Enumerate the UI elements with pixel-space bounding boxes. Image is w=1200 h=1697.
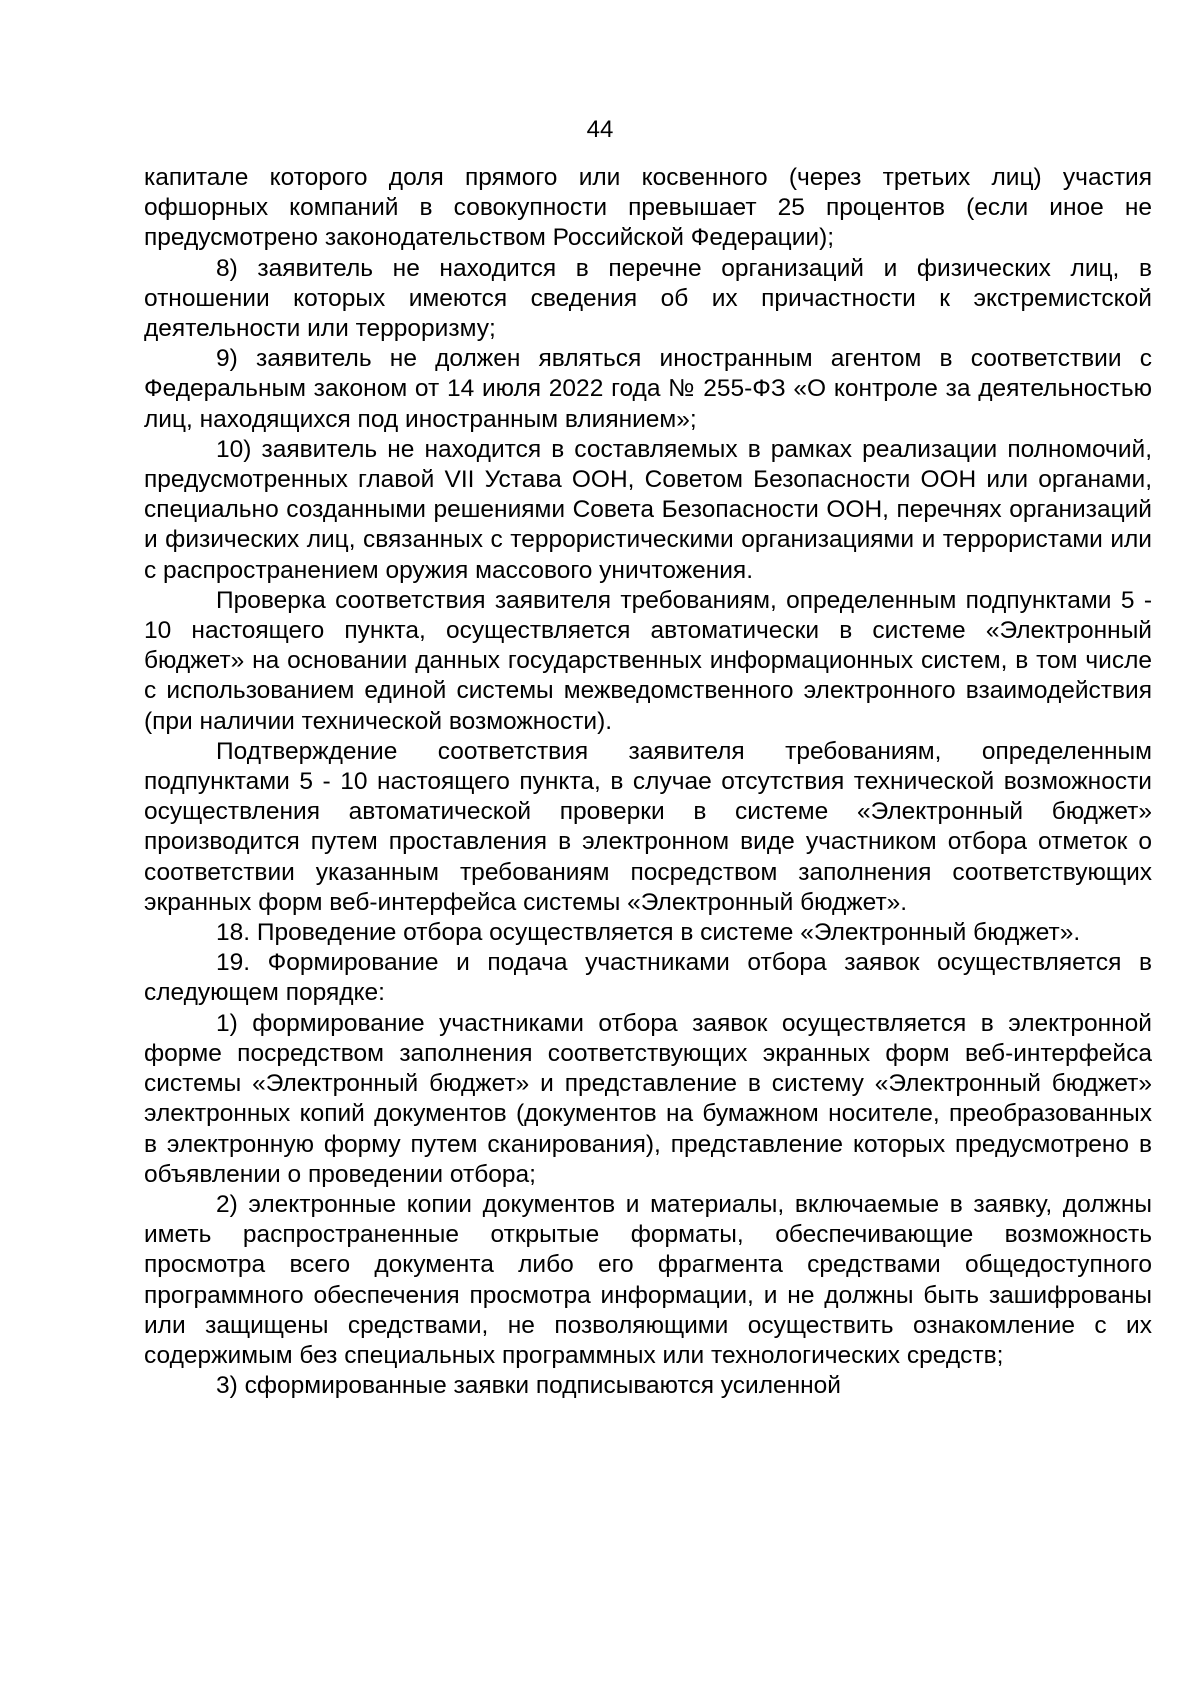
page-number: 44: [586, 116, 614, 143]
paragraph: капитале которого доля прямого или косвенного (через третьих лиц) участия офшорных компаний в совокупности превышает 25 процентов (если иное не предусмотрено законодательством Российской Федерации);: [144, 164, 1152, 252]
paragraph: 19. Формирование и подача участниками отбора заявок осуществляется в следующем порядке:: [144, 949, 1152, 1007]
paragraph: 2) электронные копии документов и материалы, включаемые в заявку, должны иметь распространенные открытые форматы, обеспечивающие возможность просмотра всего документа либо его фрагмента средствами общедоступного программного обеспечения просмотра информации, и не должны быть зашифрованы или защищены средствами, не позволяющими осуществить ознакомление с их содержимым без специальных программных или технологических средств;: [144, 1190, 1152, 1369]
paragraph: 8) заявитель не находится в перечне организаций и физических лиц, в отношении которых имеются сведения об их причастности к экстремистской деятельности или терроризму;: [144, 254, 1152, 343]
paragraph: 9) заявитель не должен являться иностранным агентом в соответствии с Федеральным законом от 14 июля 2022 года № 255-ФЗ «О контроле за деятельностью лиц, находящихся под иностранным влиянием»;: [144, 345, 1152, 433]
paragraph: 18. Проведение отбора осуществляется в системе «Электронный бюджет».: [216, 919, 1081, 947]
paragraph: 10) заявитель не находится в составляемых в рамках реализации полномочий, предусмотренных главой VII Устава ООН, Советом Безопасности ООН или органами, специально созданными решениями Совета Безопасности ООН, перечнях организаций и физических лиц, связанных с террористическими организациями и террористами или с распространением оружия массового уничтожения.: [144, 435, 1152, 584]
paragraph: 1) формирование участниками отбора заявок осуществляется в электронной форме посредством заполнения соответствующих экранных форм веб-интерфейса системы «Электронный бюджет» и представление в систему «Электронный бюджет» электронных копий документов (документов на бумажном носителе, преобразованных в электронную форму путем сканирования), представление которых предусмотрено в объявлении о проведении отбора;: [144, 1009, 1152, 1188]
paragraph: Подтверждение соответствия заявителя требованиям, определенным подпунктами 5 - 10 настоящего пункта, в случае отсутствия технической возможности осуществления автоматической проверки в системе «Электронный бюджет» производится путем проставления в электронном виде участником отбора отметок о соответствии указанным требованиям посредством заполнения соответствующих экранных форм веб-интерфейса системы «Электронный бюджет».: [144, 737, 1152, 916]
paragraph: 3) сформированные заявки подписываются усиленной: [216, 1372, 841, 1400]
paragraph: Проверка соответствия заявителя требованиям, определенным подпунктами 5 - 10 настоящего пункта, осуществляется автоматически в системе «Электронный бюджет» на основании данных государственных информационных систем, в том числе с использованием единой системы межведомственного электронного взаимодействия (при наличии технической возможности).: [144, 586, 1152, 735]
document-body: [144, 163, 1152, 1401]
